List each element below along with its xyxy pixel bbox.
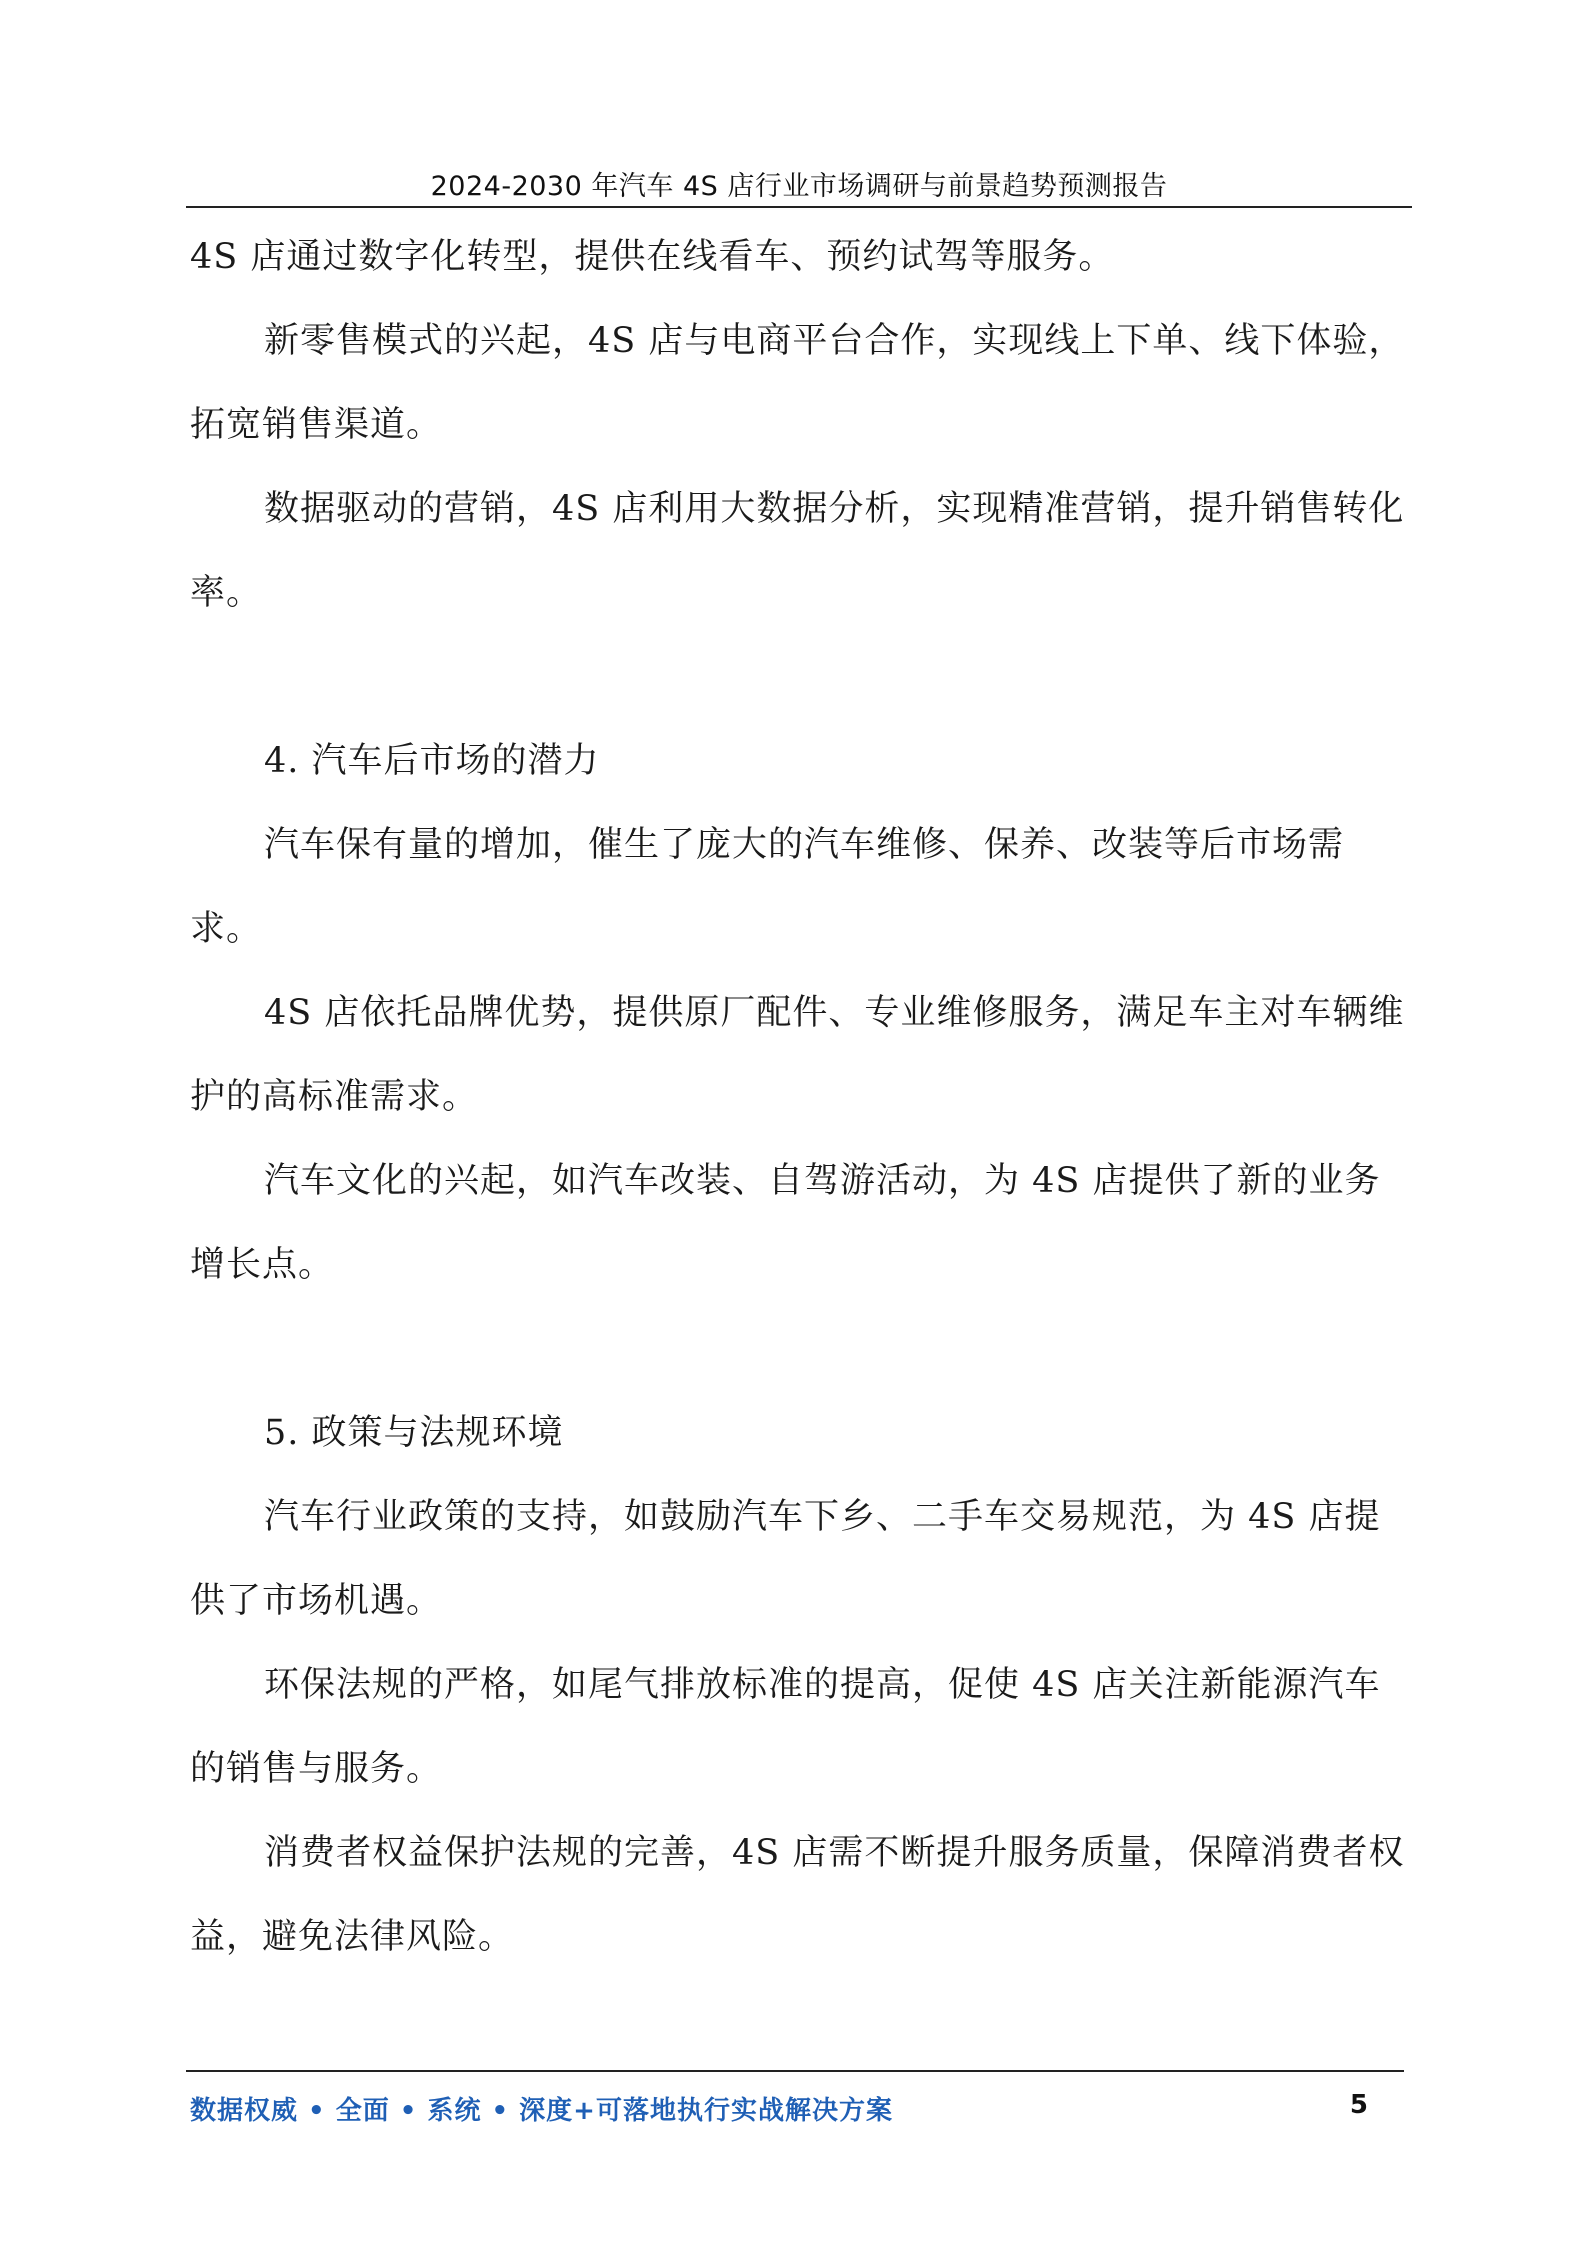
section-heading-aftermarket: 4. 汽车后市场的潜力 bbox=[264, 741, 600, 781]
paragraph: 新零售模式的兴起，4S 店与电商平台合作，实现线上下单、线下体验，拓宽销售渠道。 bbox=[190, 321, 1405, 445]
paragraph: 4S 店依托品牌优势，提供原厂配件、专业维修服务，满足车主对车辆维护的高标准需求。 bbox=[190, 993, 1405, 1117]
page-header bbox=[186, 160, 1412, 208]
page-footer bbox=[186, 2070, 1404, 2132]
paragraph: 汽车文化的兴起，如汽车改装、自驾游活动，为 4S 店提供了新的业务增长点。 bbox=[190, 1161, 1381, 1285]
paragraph: 环保法规的严格，如尾气排放标准的提高，促使 4S 店关注新能源汽车的销售与服务。 bbox=[190, 1665, 1381, 1789]
paragraph: 消费者权益保护法规的完善，4S 店需不断提升服务质量，保障消费者权益，避免法律风险。 bbox=[190, 1833, 1405, 1957]
paragraph: 数据驱动的营销，4S 店利用大数据分析，实现精准营销，提升销售转化率。 bbox=[190, 489, 1405, 613]
footer-slogan: 数据权威 • 全面 • 系统 • 深度+可落地执行实战解决方案 bbox=[190, 2096, 893, 2126]
page-number: 5 bbox=[1349, 2090, 1368, 2120]
section-heading-policy: 5. 政策与法规环境 bbox=[264, 1413, 564, 1453]
paragraph: 汽车行业政策的支持，如鼓励汽车下乡、二手车交易规范，为 4S 店提供了市场机遇。 bbox=[190, 1497, 1381, 1621]
report-title: 2024-2030 年汽车 4S 店行业市场调研与前景趋势预测报告 bbox=[430, 171, 1168, 202]
document-body bbox=[190, 215, 1405, 1979]
paragraph: 汽车保有量的增加，催生了庞大的汽车维修、保养、改装等后市场需求。 bbox=[190, 825, 1345, 949]
paragraph: 4S 店通过数字化转型，提供在线看车、预约试驾等服务。 bbox=[190, 237, 1115, 277]
